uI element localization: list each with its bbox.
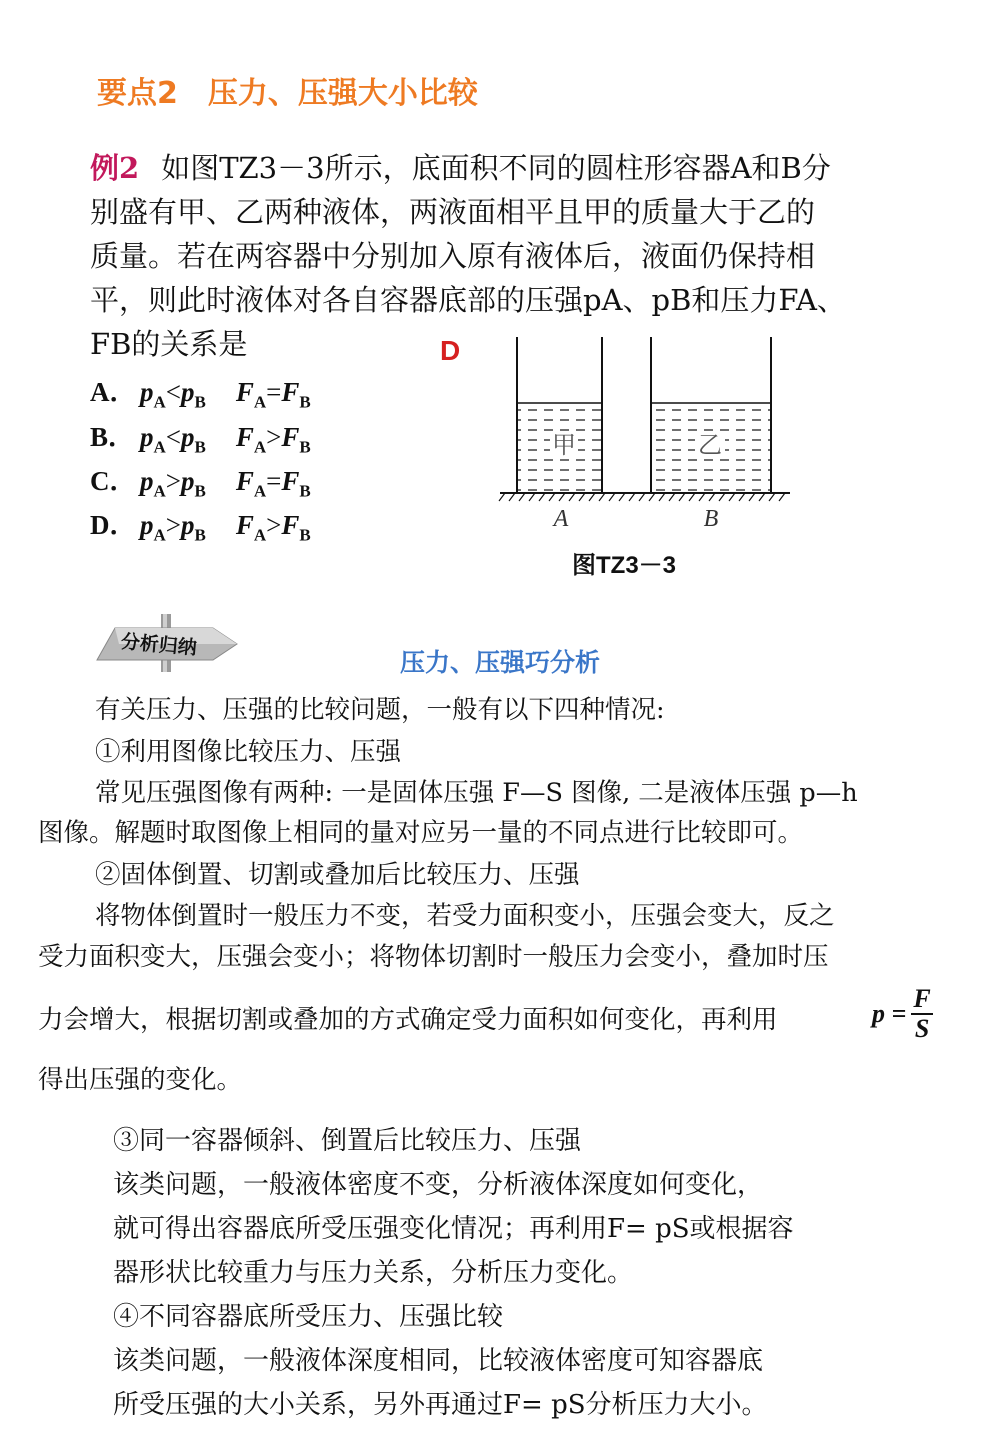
section-title: 压力、压强大小比较: [207, 76, 478, 111]
option-key: A．: [90, 377, 137, 407]
item3-line-3: 器形状比较重力与压力关系，分析压力变化。: [113, 1258, 634, 1288]
example-line-1: [90, 146, 831, 190]
example-line-3: 质量。若在两容器中分别加入原有液体后，液面仍保持相: [90, 239, 816, 273]
example-label: 例2: [90, 151, 140, 185]
item1-line-2: 图像。解题时取图像上相同的量对应另一量的不同点进行比较即可。: [38, 818, 804, 848]
section-number: 要点2: [97, 76, 178, 111]
option-key: B．: [90, 422, 136, 452]
force-relation: >: [266, 510, 282, 540]
example-text-1: 如图TZ3－3所示，底面积不同的圆柱形容器A和B分: [161, 151, 831, 185]
item2-line-2: 受力面积变大，压强会变小；将物体切割时一般压力会变小，叠加时压: [38, 942, 829, 972]
formula-numerator: F: [913, 984, 931, 1013]
liquid-b-label: 乙: [698, 431, 722, 459]
item1-title: ①利用图像比较压力、压强: [95, 737, 402, 767]
option-key: D．: [90, 510, 137, 540]
container-b: [651, 337, 771, 493]
force-relation: >: [266, 422, 282, 452]
pressure-relation: <: [165, 377, 182, 407]
item2-title: ②固体倒置、切割或叠加后比较压力、压强: [95, 860, 580, 890]
analysis-title: 压力、压强巧分析: [400, 648, 601, 677]
item3-title: ③同一容器倾斜、倒置后比较压力、压强: [113, 1126, 582, 1156]
containers-figure: [495, 325, 795, 540]
example-line-4: 平，则此时液体对各自容器底部的压强pA、pB和压力FA、: [90, 283, 846, 317]
answer-mark: D: [440, 335, 461, 366]
label-b: B: [703, 506, 719, 532]
pressure-formula: [872, 985, 933, 1043]
figure-caption: 图TZ3－3: [572, 552, 677, 579]
formula-lhs: p =: [872, 999, 907, 1028]
pressure-relation: >: [165, 510, 182, 540]
option-key: C．: [90, 466, 137, 496]
item4-line-1: 该类问题，一般液体深度相同，比较液体密度可知容器底: [113, 1346, 764, 1376]
item2-line-3: 力会增大，根据切割或叠加的方式确定受力面积如何变化，再利用: [38, 1005, 778, 1035]
item2-line-1: 将物体倒置时一般压力不变，若受力面积变小，压强会变大，反之: [95, 901, 835, 931]
section-heading: [97, 68, 478, 112]
option-c: C． $p_A>p_B$ $F_A=F_B$: [90, 459, 311, 501]
item4-title: ④不同容器底所受压力、压强比较: [113, 1302, 504, 1332]
badge-label: 分析归纳: [120, 630, 198, 660]
item3-line-1: 该类问题，一般液体密度不变，分析液体深度如何变化，: [113, 1170, 764, 1200]
option-b: B． $p_A<p_B$ $F_A>F_B$: [90, 415, 311, 457]
force-relation: =: [266, 466, 282, 496]
liquid-a-label: 甲: [552, 431, 576, 459]
analysis-intro: 有关压力、压强的比较问题，一般有以下四种情况:: [95, 695, 665, 725]
pressure-relation: >: [165, 466, 182, 496]
example-line-5: FB的关系是: [90, 327, 248, 361]
option-a: A． $p_A<p_B$ $F_A=F_B$: [90, 370, 311, 412]
example-line-2: 别盛有甲、乙两种液体，两液面相平且甲的质量大于乙的: [90, 195, 816, 229]
container-a: [517, 337, 602, 493]
item4-line-2: 所受压强的大小关系，另外再通过F= pS分析压力大小。: [113, 1390, 768, 1420]
formula-denominator: S: [914, 1014, 930, 1043]
item3-line-2: 就可得出容器底所受压强变化情况；再利用F= pS或根据容: [113, 1214, 794, 1244]
item1-line-1: 常见压强图像有两种: 一是固体压强 F—S 图像, 二是液体压强 p—h: [95, 778, 858, 808]
ground: [499, 493, 790, 501]
option-d: D． $p_A>p_B$ $F_A>F_B$: [90, 503, 311, 545]
force-relation: =: [266, 377, 282, 407]
label-a: A: [553, 506, 569, 532]
pressure-relation: <: [165, 422, 182, 452]
item2-line-4: 得出压强的变化。: [38, 1065, 243, 1095]
